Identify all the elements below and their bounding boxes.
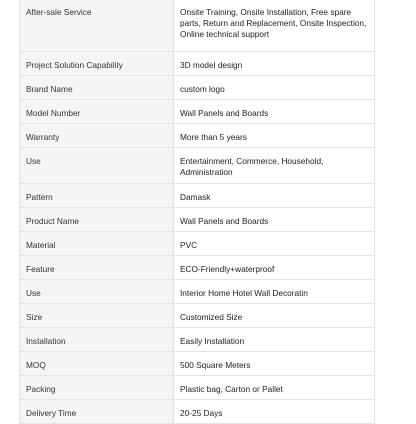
spec-label: Size [20, 304, 174, 328]
spec-value: Wall Panels and Boards [174, 100, 375, 124]
spec-label: Installation [20, 328, 174, 352]
spec-value: 500 Square Meters [174, 352, 375, 376]
table-row [20, 52, 375, 76]
table-row [20, 124, 375, 148]
spec-label: MOQ [20, 352, 174, 376]
spec-value: Easily Installation [174, 328, 375, 352]
table-row [20, 280, 375, 304]
spec-value: Wall Panels and Boards [174, 208, 375, 232]
table-row [20, 148, 375, 184]
spec-label: Pattern [20, 184, 174, 208]
spec-label: Warranty [20, 124, 174, 148]
spec-value: Customized Size [174, 304, 375, 328]
product-specs-table [19, 0, 375, 424]
spec-value: PVC [174, 232, 375, 256]
spec-label: Project Solution Capability [20, 52, 174, 76]
spec-label: Material [20, 232, 174, 256]
spec-value: custom logo [174, 76, 375, 100]
table-row [20, 328, 375, 352]
table-row [20, 208, 375, 232]
spec-value: More than 5 years [174, 124, 375, 148]
spec-value: 20-25 Days [174, 400, 375, 424]
table-row [20, 400, 375, 424]
spec-label: Feature [20, 256, 174, 280]
table-row [20, 0, 375, 52]
table-row [20, 352, 375, 376]
spec-value: Damask [174, 184, 375, 208]
spec-value: ECO-Friendly+waterproof [174, 256, 375, 280]
spec-label: Brand Name [20, 76, 174, 100]
spec-value: Interior Home Hotel Wall Decoratin [174, 280, 375, 304]
table-row [20, 184, 375, 208]
spec-value: Plastic bag, Carton or Pallet [174, 376, 375, 400]
table-row [20, 76, 375, 100]
spec-value: 3D model design [174, 52, 375, 76]
table-row [20, 256, 375, 280]
spec-label: After-sale Service [20, 0, 174, 52]
spec-value: Entertainment, Commerce, Household, Administration [174, 148, 375, 184]
spec-label: Use [20, 148, 174, 184]
spec-label: Packing [20, 376, 174, 400]
table-row [20, 232, 375, 256]
table-row [20, 376, 375, 400]
table-row [20, 100, 375, 124]
spec-label: Delivery Time [20, 400, 174, 424]
spec-value: Onsite Training, Onsite Installation, Free spare parts, Return and Replacement, Onsite Inspection, Online technical support [174, 0, 375, 52]
spec-label: Model Number [20, 100, 174, 124]
table-row [20, 304, 375, 328]
spec-label: Product Name [20, 208, 174, 232]
spec-label: Use [20, 280, 174, 304]
